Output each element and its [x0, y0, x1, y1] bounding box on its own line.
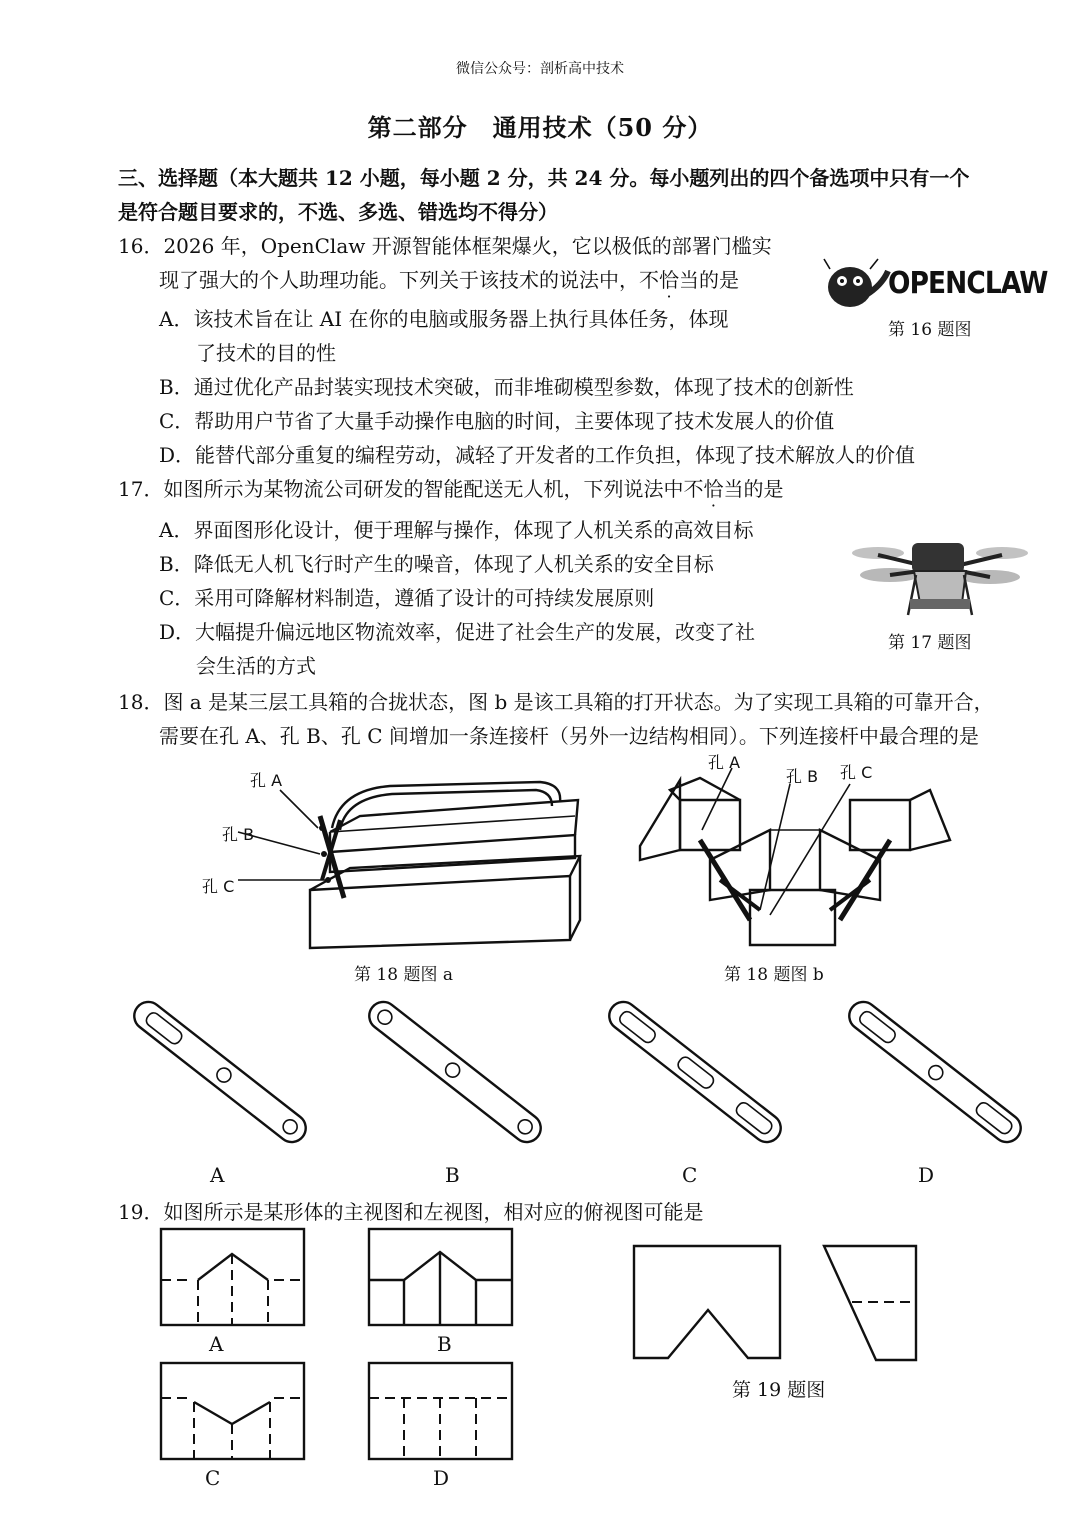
q19-option-d-view	[368, 1362, 514, 1462]
q19-option-c-view	[160, 1362, 306, 1462]
q16-option-a-line2: 了技术的目的性	[196, 341, 336, 365]
hole-b-label: 孔 B	[222, 825, 255, 844]
q16-option-d: D．能替代部分重复的编程劳动，减轻了开发者的工作负担，体现了技术解放人的价值	[159, 443, 916, 467]
q19-option-a-view	[160, 1228, 306, 1328]
link-bar-option-d	[840, 992, 1030, 1152]
q17-option-b: B．降低无人机飞行时产生的噪音，体现了人机关系的安全目标	[159, 552, 714, 576]
hole-c-label: 孔 C	[202, 877, 235, 896]
q17-stem	[118, 473, 783, 502]
link-bar-option-b	[360, 992, 550, 1152]
toolbox-open-figure	[640, 770, 950, 950]
q16-stem-line1: 16．2026 年，OpenClaw 开源智能体框架爆火，它以极低的部署门槛实	[118, 234, 772, 258]
q16-figure-caption: 第 16 题图	[888, 320, 972, 340]
drone-figure	[850, 515, 1030, 620]
q18-option-label-a: A	[210, 1163, 225, 1187]
openclaw-logo-text: OPENCLAW	[888, 266, 1048, 301]
q17-option-d-line1: D．大幅提升偏远地区物流效率，促进了社会生产的发展，改变了社	[159, 620, 756, 644]
q16-stem-text: 现了强大的个人助理功能。下列关于该技术的说法中，	[159, 268, 639, 292]
q19-front-view	[632, 1244, 782, 1362]
section-instruction-line1: 三、选择题（本大题共 12 小题，每小题 2 分，共 24 分。每小题列出的四个备选项中只有一个	[118, 166, 970, 190]
hole-c-label-open: 孔 C	[840, 763, 873, 782]
q17-figure-caption: 第 17 题图	[888, 633, 972, 653]
q17-option-a: A．界面图形化设计，便于理解与操作，体现了人机关系的高效目标	[159, 518, 754, 542]
q16-stem-tail: 的是	[699, 268, 739, 292]
q18-stem-line2: 需要在孔 A、孔 B、孔 C 间增加一条连接杆（另外一边结构相同）。下列连接杆中最合理的是	[159, 724, 979, 748]
q19-option-b-view	[368, 1228, 514, 1328]
q17-stem-text: 17．如图所示为某物流公司研发的智能配送无人机，下列说法中	[118, 477, 684, 501]
q16-option-b: B．通过优化产品封装实现技术突破，而非堆砌模型参数，体现了技术的创新性	[159, 375, 854, 399]
q18-option-label-b: B	[445, 1163, 460, 1187]
page-header: 微信公众号：剖析高中技术	[456, 61, 624, 77]
hole-a-label-open: 孔 A	[708, 753, 741, 772]
q18-option-label-d: D	[918, 1163, 935, 1187]
q19-option-label-d: D	[433, 1466, 450, 1490]
hole-b-label-open: 孔 B	[786, 767, 819, 786]
q19-left-view	[822, 1244, 922, 1364]
q16-stem-line2	[159, 264, 739, 293]
link-bar-option-a	[125, 992, 315, 1152]
q18-figure-a-caption: 第 18 题图 a	[354, 965, 453, 985]
q17-emphasis: 不恰当	[683, 477, 744, 501]
q18-option-label-c: C	[682, 1163, 698, 1187]
q17-option-c: C．采用可降解材料制造，遵循了设计的可持续发展原则	[159, 586, 655, 610]
q19-option-label-a: A	[209, 1332, 224, 1356]
q19-figure-caption: 第 19 题图	[732, 1379, 826, 1401]
q16-option-c: C．帮助用户节省了大量手动操作电脑的时间，主要体现了技术发展人的价值	[159, 409, 835, 433]
part-title: 第二部分 通用技术（50 分）	[367, 113, 713, 142]
q19-option-label-b: B	[437, 1332, 452, 1356]
toolbox-closed-figure	[300, 780, 590, 950]
q17-option-d-line2: 会生活的方式	[196, 654, 316, 678]
q18-figure-b-caption: 第 18 题图 b	[724, 965, 824, 985]
q18-stem-line1: 18．图 a 是某三层工具箱的合拢状态，图 b 是该工具箱的打开状态。为了实现工具箱的可靠开合，	[118, 690, 994, 714]
link-bar-option-c	[600, 992, 790, 1152]
q16-emphasis: 不恰当	[639, 268, 699, 292]
q17-stem-tail: 的是	[743, 477, 784, 501]
hole-a-label: 孔 A	[250, 771, 283, 790]
q16-option-a-line1: A．该技术旨在让 AI 在你的电脑或服务器上执行具体任务，体现	[159, 307, 729, 331]
q19-option-label-c: C	[205, 1466, 221, 1490]
section-instruction-line2: 是符合题目要求的，不选、多选、错选均不得分）	[118, 200, 558, 224]
q19-stem: 19．如图所示是某形体的主视图和左视图，相对应的俯视图可能是	[118, 1200, 704, 1224]
